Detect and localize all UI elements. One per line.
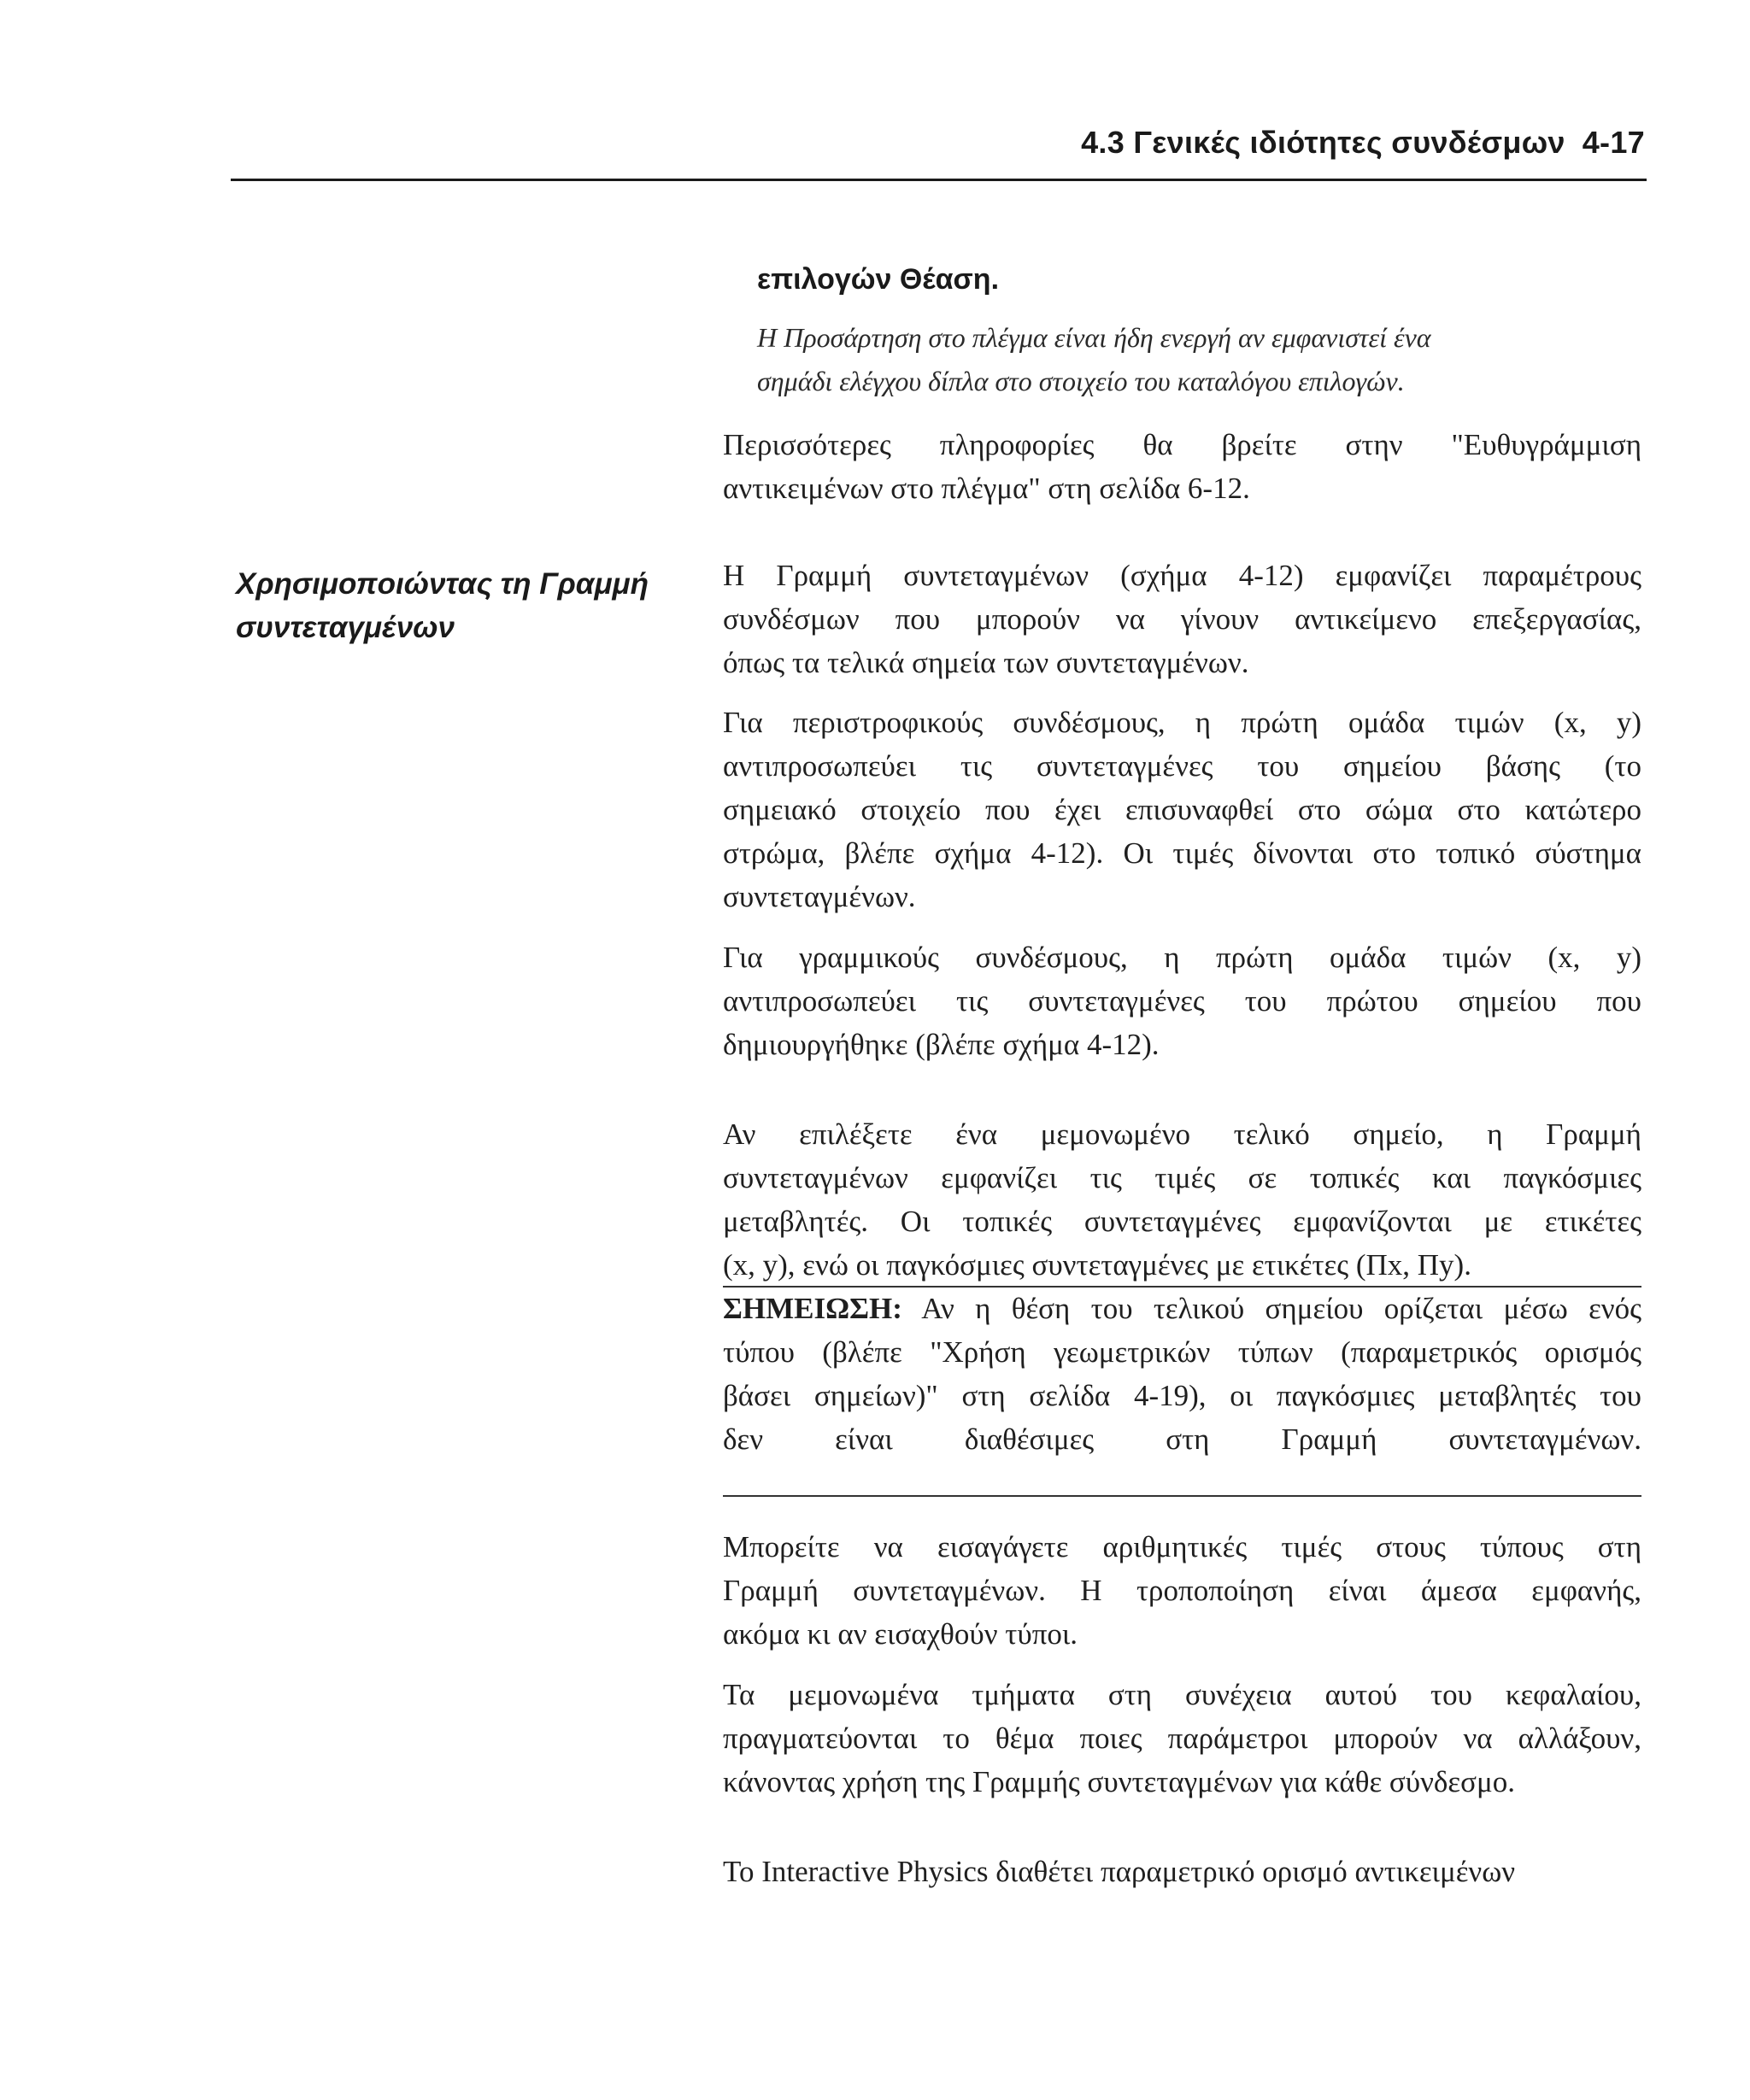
- paragraph-line: αντιπροσωπεύει τις συντεταγμένες του πρώτου σημείου που: [723, 984, 1641, 1018]
- italic-note-line: Η Προσάρτηση στο πλέγμα είναι ήδη ενεργή αν εμφανιστεί ένα: [757, 322, 1431, 353]
- more-info-paragraph: [723, 423, 1641, 510]
- running-header: [1081, 125, 1645, 161]
- paragraph-line: στρώμα, βλέπε σχήμα 4-12). Οι τιμές δίνονται στο τοπικό σύστημα: [723, 836, 1641, 870]
- paragraph-parametric-definition: [723, 1850, 1641, 1893]
- more-info-line: αντικειμένων στο πλέγμα" στη σελίδα 6-12.: [723, 472, 1250, 505]
- paragraph-line: δημιουργήθηκε (βλέπε σχήμα 4-12).: [723, 1028, 1160, 1061]
- italic-note: [757, 316, 1577, 403]
- note-line: [723, 1287, 1641, 1330]
- paragraph-single-endpoint: [723, 1112, 1641, 1287]
- paragraph-line: όπως τα τελικά σημεία των συντεταγμένων.: [723, 646, 1249, 679]
- note-bottom-rule: [723, 1495, 1641, 1497]
- note-line: δεν είναι διαθέσιμες στη Γραμμή συντεταγμένων.: [723, 1422, 1641, 1456]
- paragraph-line: κάνοντας χρήση της Γραμμής συντεταγμένων για κάθε σύνδεσμο.: [723, 1765, 1516, 1798]
- more-info-line: Περισσότερες πληροφορίες θα βρείτε στην "Ευθυγράμμιση: [723, 428, 1641, 461]
- paragraph-line: συντεταγμένων.: [723, 880, 916, 913]
- paragraph-line: Μπορείτε να εισαγάγετε αριθμητικές τιμές στους τύπους στη: [723, 1530, 1641, 1563]
- note-line: τύπου (βλέπε "Χρήση γεωμετρικών τύπων (παραμετρικός ορισμός: [723, 1335, 1641, 1369]
- paragraph-line: Τα μεμονωμένα τμήματα στη συνέχεια αυτού του κεφαλαίου,: [723, 1678, 1641, 1711]
- paragraph-line: σημειακό στοιχείο που έχει επισυναφθεί στο σώμα στο κατώτερο: [723, 793, 1641, 826]
- note-line: βάσει σημείων)" στη σελίδα 4-19), οι παγκόσμιες μεταβλητές του: [723, 1379, 1641, 1412]
- note-label: ΣΗΜΕΙΩΣΗ:: [723, 1292, 902, 1325]
- paragraph-coordinate-bar: [723, 554, 1641, 684]
- italic-note-line: σημάδι ελέγχου δίπλα στο στοιχείο του καταλόγου επιλογών.: [757, 366, 1405, 396]
- menu-reference: επιλογών Θέαση.: [757, 263, 1000, 296]
- section-heading-line: συντεταγμένων: [236, 611, 455, 644]
- paragraph-numeric-values: [723, 1525, 1641, 1656]
- paragraph-line: Γραμμή συντεταγμένων. Η τροποποίηση είναι άμεσα εμφανής,: [723, 1574, 1641, 1607]
- paragraph-line: Η Γραμμή συντεταγμένων (σχήμα 4-12) εμφανίζει παραμέτρους: [723, 559, 1641, 592]
- page-number: 4-17: [1582, 125, 1645, 160]
- paragraph-line: (x, y), ενώ οι παγκόσμιες συντεταγμένες με ετικέτες (Πx, Πy).: [723, 1248, 1471, 1282]
- paragraph-individual-sections: [723, 1673, 1641, 1804]
- section-heading-line: Χρησιμοποιώντας τη Γραμμή: [236, 567, 649, 601]
- paragraph-linear-joints: [723, 936, 1641, 1066]
- section-heading: [236, 562, 697, 649]
- note-first-line: Αν η θέση του τελικού σημείου ορίζεται μέσω ενός: [901, 1292, 1641, 1325]
- header-title: 4.3 Γενικές ιδιότητες συνδέσμων: [1081, 125, 1565, 160]
- note-block: [723, 1287, 1641, 1461]
- paragraph-line: Για γραμμικούς συνδέσμους, η πρώτη ομάδα τιμών (x, y): [723, 941, 1641, 974]
- paragraph-line: μεταβλητές. Οι τοπικές συντεταγμένες εμφανίζονται με ετικέτες: [723, 1205, 1641, 1238]
- paragraph-line: πραγματεύονται το θέμα ποιες παράμετροι μπορούν να αλλάξουν,: [723, 1722, 1641, 1755]
- header-rule: [231, 179, 1647, 181]
- paragraph-line: αντιπροσωπεύει τις συντεταγμένες του σημείου βάσης (το: [723, 749, 1641, 783]
- paragraph-line: συντεταγμένων εμφανίζει τις τιμές σε τοπικές και παγκόσμιες: [723, 1161, 1641, 1194]
- paragraph-line: ακόμα κι αν εισαχθούν τύποι.: [723, 1617, 1078, 1651]
- paragraph-line: Για περιστροφικούς συνδέσμους, η πρώτη ομάδα τιμών (x, y): [723, 706, 1641, 739]
- paragraph-line: Αν επιλέξετε ένα μεμονωμένο τελικό σημείο, η Γραμμή: [723, 1117, 1641, 1151]
- paragraph-line: Το Interactive Physics διαθέτει παραμετρικό ορισμό αντικειμένων: [723, 1855, 1516, 1888]
- paragraph-line: συνδέσμων που μπορούν να γίνουν αντικείμενο επεξεργασίας,: [723, 602, 1641, 636]
- paragraph-rotational-joints: [723, 701, 1641, 918]
